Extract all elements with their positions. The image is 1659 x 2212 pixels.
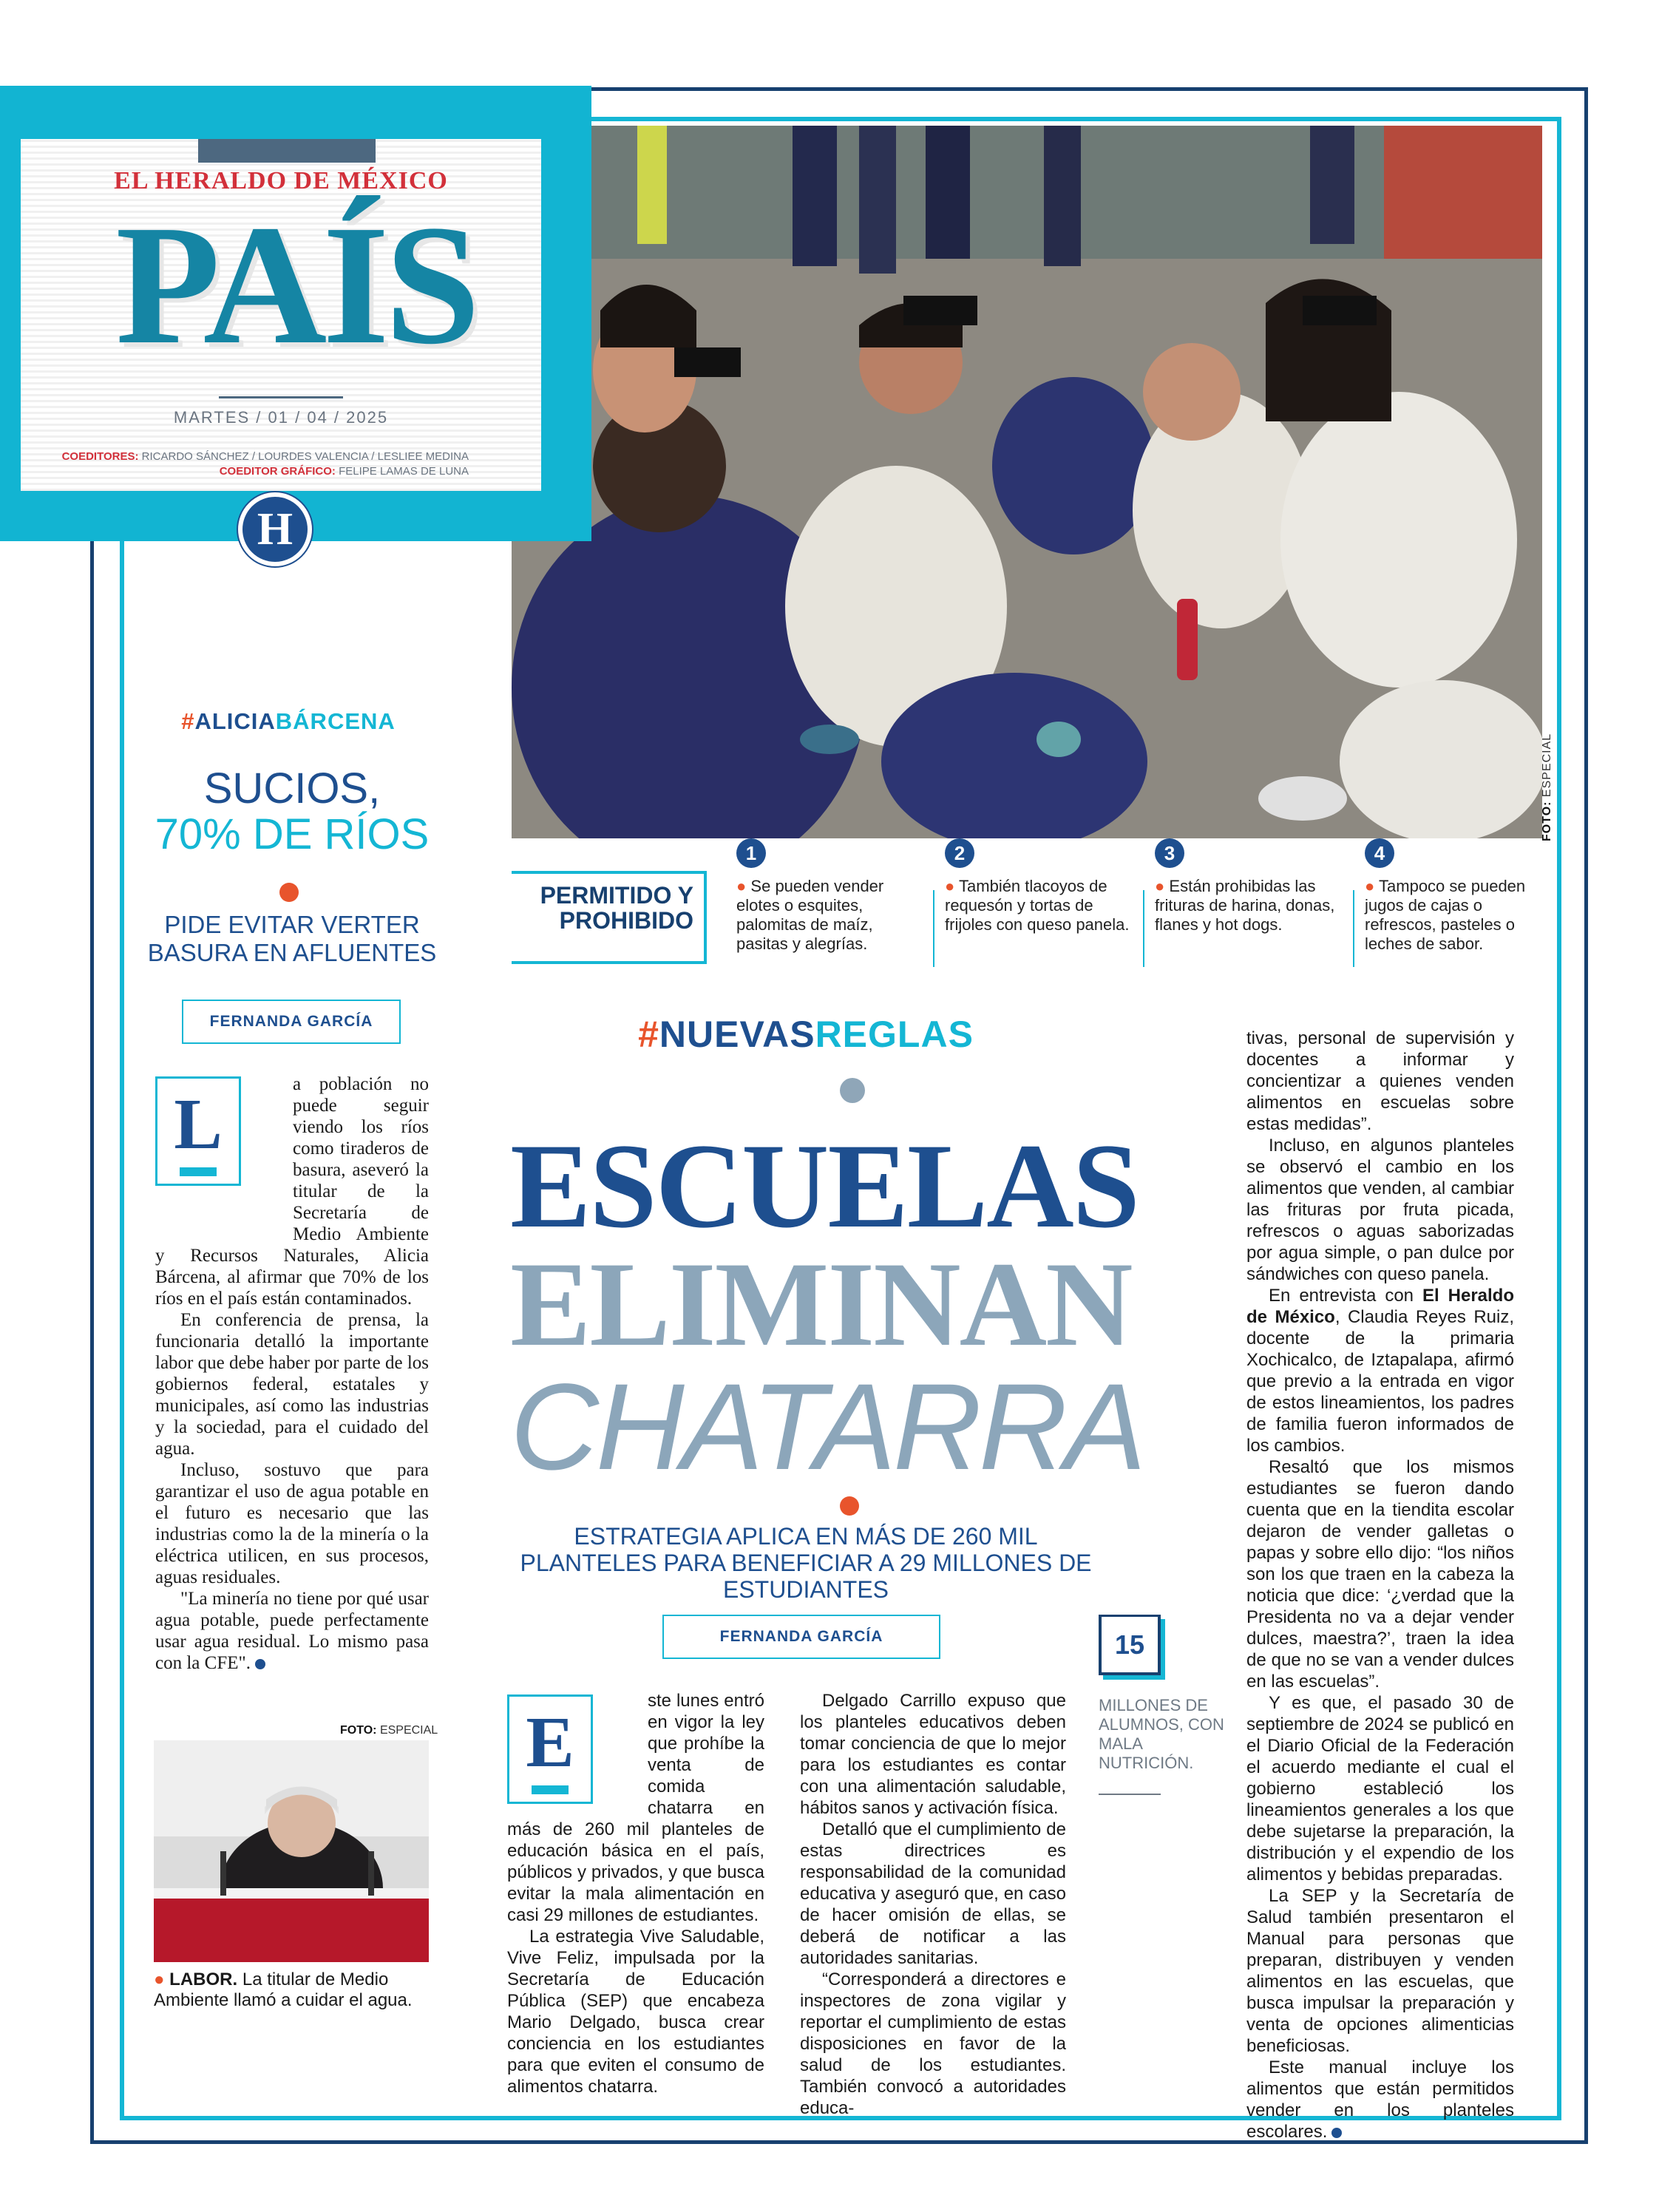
divider xyxy=(933,890,934,967)
number-badge: 3 xyxy=(1155,838,1184,868)
headline-line-3: CHATARRA xyxy=(510,1359,1144,1496)
masthead-tab xyxy=(198,139,376,163)
sidebar-caption: ● LABOR. La titular de Medio Ambiente llamó a cuidar el agua. xyxy=(154,1970,413,2010)
bullet-icon: ● xyxy=(736,877,747,895)
sidebar-body: a población no puede seguir viendo los ríos como tiraderos de basura, aseveró la titular de la Secretaría de Medio Ambiente y Recursos Naturales, Alicia Bárcena, al afirmar que 70% de los ríos en el país están contaminados. En conferencia de prensa, la funcionaria detalló la importante labor que debe haber por parte de los gobiernos federal, estatales y municipales, así como las industrias y la sociedad, para el cuidado del agua. Incluso, sostuvo que para garantizar el uso de agua potable en el futuro es necesario que las industrias como la de la minería o la eléctrica utilicen, en sus procesos, aguas residuales. "La minería no tiene por qué usar agua potable, puede perfectamente usar agua residual. Lo mismo pasa con la CFE". xyxy=(155,1074,429,1673)
story-byline: FERNANDA GARCÍA xyxy=(662,1615,940,1659)
main-photo-illustration xyxy=(512,126,1542,838)
permitido-item-4: 4 ● Tampoco se pueden jugos de cajas o refrescos, pasteles o leches de sabor. xyxy=(1365,838,1550,954)
stat-value: 15 xyxy=(1099,1615,1161,1675)
divider xyxy=(1143,890,1144,967)
paper-name: EL HERALDO DE MÉXICO xyxy=(114,167,448,194)
permitido-item-1: 1 ● Se pueden vender elotes o esquites, palomitas de maíz, pasitas y alegrías. xyxy=(736,838,921,954)
number-badge: 1 xyxy=(736,838,766,868)
stat-rule xyxy=(1099,1794,1161,1795)
section-title: PAÍS xyxy=(115,190,476,380)
main-photo xyxy=(512,126,1542,838)
sidebar-hashtag: #ALICIABÁRCENA xyxy=(181,708,396,734)
sidebar-photo xyxy=(154,1740,429,1962)
bullet-icon: ● xyxy=(154,1970,165,1989)
divider xyxy=(1353,890,1354,967)
bullet-icon: ● xyxy=(1155,877,1165,895)
number-badge: 4 xyxy=(1365,838,1394,868)
editor-credits: COEDITORES: RICARDO SÁNCHEZ / LOURDES VALENCIA / LESLIEE MEDINA COEDITOR GRÁFICO: FELIPE LAMAS DE LUNA xyxy=(61,450,469,478)
story-dropcap: E xyxy=(507,1694,593,1804)
dot-icon xyxy=(840,1496,859,1516)
sidebar-subhead: PIDE EVITAR VERTER BASURA EN AFLUENTES xyxy=(147,911,437,966)
bullet-icon: ● xyxy=(945,877,955,895)
story-hashtag: #NUEVASREGLAS xyxy=(638,1014,974,1055)
headline-line-2: ELIMINAN xyxy=(510,1238,1132,1371)
permitido-item-3: 3 ● Están prohibidas las frituras de harina, donas, flanes y hot dogs. xyxy=(1155,838,1340,934)
bullet-icon: ● xyxy=(1365,877,1375,895)
end-mark-icon xyxy=(1331,2128,1342,2138)
issue-date: MARTES / 01 / 04 / 2025 xyxy=(173,408,389,427)
permitido-item-2: 2 ● También tlacoyos de requesón y tortas de frijoles con queso panela. xyxy=(945,838,1130,934)
dot-icon xyxy=(840,1078,865,1103)
sidebar-headline: SUCIOS, 70% DE RÍOS xyxy=(155,764,430,858)
headline-line-1: ESCUELAS xyxy=(510,1119,1139,1253)
sidebar-dropcap: L xyxy=(155,1076,241,1186)
stat-text: MILLONES DE ALUMNOS, CON MALA NUTRICIÓN. xyxy=(1099,1696,1224,1772)
story-deck: ESTRATEGIA APLICA EN MÁS DE 260 MIL PLANTELES PARA BENEFICIAR A 29 MILLONES DE ESTUDIANTES xyxy=(520,1523,1092,1603)
sidebar-photo-credit: FOTO: ESPECIAL xyxy=(340,1724,438,1737)
permitido-title: PERMITIDO Y PROHIBIDO xyxy=(540,882,693,934)
masthead-rule xyxy=(219,396,343,398)
end-mark-icon xyxy=(255,1659,265,1669)
story-column-2: Delgado Carrillo expuso que los planteles educativos deben tomar conciencia de que lo mejor para los estudiantes es contar con una alimentación saludable, hábitos sanos y activación física. Detalló que el cumplimiento de estas directrices es responsabilidad de la comunidad educativa y aseguró que, en caso de hacer omisión de ellas, se deberá de notificar a las autoridades sanitarias. “Corresponderá a directores e inspectores de zona vigilar y reportar el cumplimiento de estas disposiciones en favor de la salud de los estudiantes. También convocó a autoridades educa- xyxy=(800,1691,1066,2118)
sidebar-photo-illustration xyxy=(154,1740,429,1962)
dot-icon xyxy=(279,883,299,902)
photo-credit: FOTO: ESPECIAL xyxy=(1541,733,1553,841)
heraldo-logo: H xyxy=(238,492,312,566)
story-column-1: ste lunes entró en vigor la ley que prohíbe la venta de comida chatarra en más de 260 mil planteles de educación básica en el país, públicos y privados, y que busca evitar la mala alimentación en casi 29 millones de estudiantes. La estrategia Vive Saludable, Vive Feliz, impulsada por la Secretaría de Educación Pública (SEP) que encabeza Mario Delgado, busca crear conciencia en los estudiantes para que eviten el consumo de alimentos chatarra. xyxy=(507,1691,764,2097)
story-column-3: tivas, personal de supervisión y docentes a informar y concientizar a quienes venden alimentos en escuelas sobre estas medidas”. Incluso, en algunos planteles se observó el cambio en los alimentos que venden, al cambiar las frituras por fruta picada, refrescos o aguas saborizadas por agua simple, o pan dulce por sándwiches con queso panela. En entrevista con El Heraldo de México, Claudia Reyes Ruiz, docente de la primaria Xochicalco, de Iztapalapa, afirmó que previo a la entrada en vigor de estos lineamientos, los padres de familia fueron informados de los cambios. Resaltó que los mismos estudiantes se fueron dando cuenta que en la tiendita escolar dejaron de vender galletas o papas y sobre ello dijo: “los niños son los que traen en la cabeza la noticia que dice: ‘¿verdad que la Presidenta no va a dejar vender dulces, maestra?’, traen la idea de que no se van a vender dulces en las escuelas”. Y es que, el pasado 30 de septiembre de 2024 se publicó en el Diario Oficial de la Federación el acuerdo mediante el cual el gobierno estableció los lineamientos generales a los que debe sujetarse la preparación, la distribución y el expendio de los alimentos y bebidas preparadas. La SEP y la Secretaría de Salud también presentaron el Manual para personas que preparan, distribuyen y venden alimentos en las escuelas, que busca impulsar la preparación y venta de opciones alimenticias beneficiosas. Este manual incluye los alimentos que están permitidos vender en los planteles escolares. xyxy=(1246,1028,1514,2142)
sidebar-byline: FERNANDA GARCÍA xyxy=(182,1000,401,1044)
number-badge: 2 xyxy=(945,838,974,868)
